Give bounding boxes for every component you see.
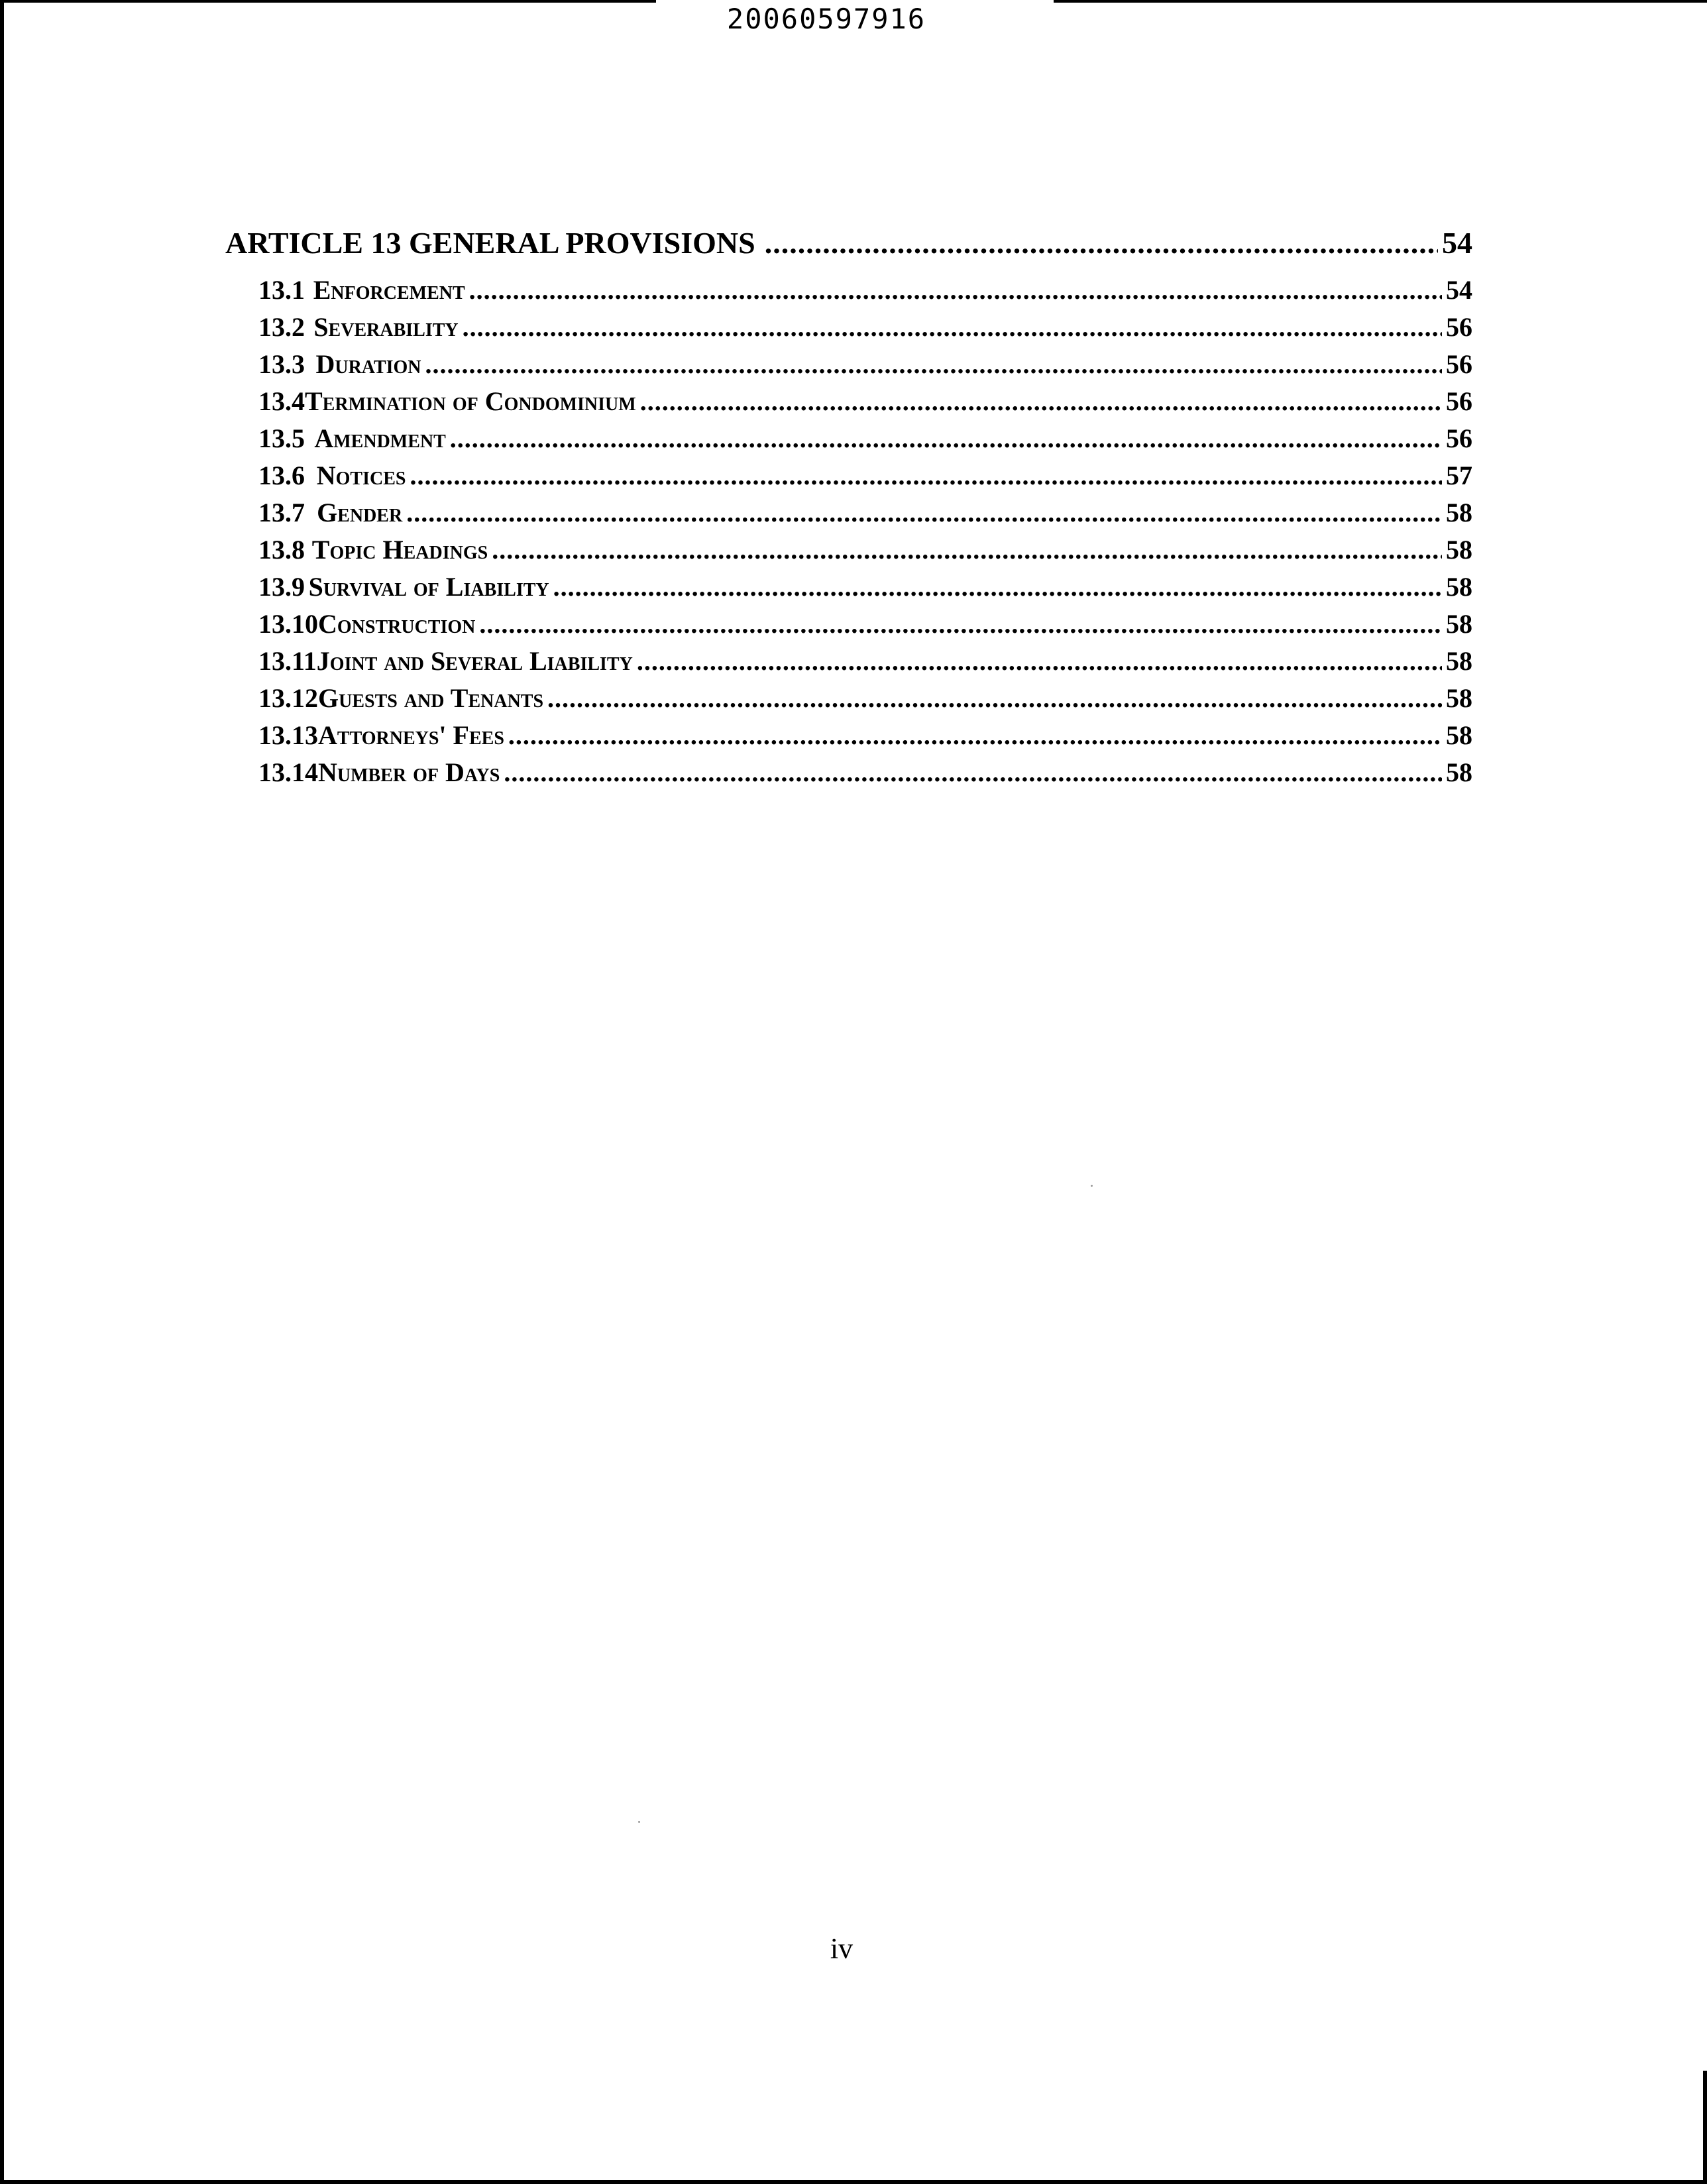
toc-section-number: 13.6	[258, 461, 305, 490]
page-number: iv	[830, 1932, 853, 1965]
toc-section-title: Notices	[316, 461, 406, 490]
toc-section-page: 56	[1446, 349, 1472, 379]
toc-leader-dots	[410, 460, 1442, 491]
toc-section-row	[225, 497, 1472, 534]
toc-leader-dots	[640, 386, 1442, 417]
toc-leader-dots	[406, 497, 1442, 528]
toc-section-page: 58	[1446, 609, 1472, 639]
toc-section-title: Topic Headings	[311, 535, 488, 565]
toc-article-page: 54	[1442, 226, 1472, 260]
toc-section-page: 56	[1446, 312, 1472, 342]
document-id: 20060597916	[726, 3, 926, 35]
toc-section-page: 58	[1446, 498, 1472, 527]
toc-article-row	[225, 225, 1472, 270]
toc-section-page: 58	[1446, 535, 1472, 565]
toc-leader-dots	[504, 757, 1442, 788]
scan-edge-left	[0, 0, 4, 2184]
toc-leader-dots	[469, 274, 1442, 305]
toc-leader-dots	[450, 423, 1442, 454]
toc-section-title: Attorneys' Fees	[318, 720, 504, 750]
toc-section-list	[225, 274, 1472, 794]
toc-section-row	[225, 682, 1472, 720]
toc-section-number: 13.13	[258, 720, 318, 750]
toc-article-label: ARTICLE 13 GENERAL PROVISIONS	[225, 226, 755, 260]
toc-section-number: 13.3	[258, 349, 305, 379]
toc-section-number: 13.1	[258, 275, 305, 305]
toc-section-row	[225, 274, 1472, 311]
toc-section-row	[225, 386, 1472, 423]
toc-section-page: 58	[1446, 720, 1472, 750]
toc-section-title: Duration	[315, 349, 421, 379]
toc-leader-dots	[637, 645, 1442, 677]
toc-section-title: Enforcement	[313, 275, 465, 305]
toc-section-number: 13.14	[258, 757, 318, 787]
toc-section-title: Survival of Liability	[308, 572, 549, 602]
toc-leader-dots	[492, 534, 1442, 565]
toc-leader-dots	[463, 311, 1442, 343]
toc-section-row	[225, 608, 1472, 645]
toc-section-page: 58	[1446, 646, 1472, 676]
toc-section-number: 13.7	[258, 498, 305, 527]
scan-edge-right	[1703, 2071, 1707, 2184]
toc-section-page: 58	[1446, 683, 1472, 713]
toc-section-page: 58	[1446, 572, 1472, 602]
toc-section-row	[225, 645, 1472, 682]
toc-section-number: 13.12	[258, 683, 318, 713]
toc-leader-dots	[765, 225, 1438, 260]
toc-section-row	[225, 349, 1472, 386]
toc-section-title: Termination of Condominium	[305, 386, 636, 416]
toc-section-title: Severability	[313, 312, 459, 342]
toc-leader-dots	[553, 571, 1442, 602]
toc-section-title: Gender	[317, 498, 403, 527]
toc-leader-dots	[547, 682, 1442, 714]
toc-leader-dots	[479, 608, 1442, 639]
table-of-contents	[225, 225, 1472, 794]
toc-leader-dots	[425, 349, 1442, 380]
scan-edge-bottom	[0, 2180, 1707, 2184]
toc-section-number: 13.8	[258, 535, 305, 565]
toc-leader-dots	[508, 720, 1442, 751]
toc-section-title: Joint and Several Liability	[316, 646, 633, 676]
toc-section-number: 13.9	[258, 572, 305, 602]
toc-section-page: 57	[1446, 461, 1472, 490]
scan-speck	[1091, 1185, 1093, 1187]
toc-section-page: 56	[1446, 423, 1472, 453]
toc-section-row	[225, 571, 1472, 608]
toc-section-row	[225, 534, 1472, 571]
toc-section-page: 54	[1446, 275, 1472, 305]
toc-section-title: Construction	[318, 609, 476, 639]
toc-section-page: 58	[1446, 757, 1472, 787]
toc-section-title: Number of Days	[318, 757, 500, 787]
toc-section-number: 13.10	[258, 609, 318, 639]
toc-section-row	[225, 757, 1472, 794]
scan-speck	[638, 1821, 640, 1823]
toc-section-number: 13.2	[258, 312, 305, 342]
toc-section-row	[225, 720, 1472, 757]
toc-section-number: 13.11	[258, 646, 317, 676]
toc-section-row	[225, 460, 1472, 497]
toc-section-title: Guests and Tenants	[318, 683, 544, 713]
toc-section-title: Amendment	[314, 423, 446, 453]
toc-section-number: 13.4	[258, 386, 305, 416]
toc-section-row	[225, 311, 1472, 349]
toc-section-number: 13.5	[258, 423, 305, 453]
toc-section-page: 56	[1446, 386, 1472, 416]
toc-section-row	[225, 423, 1472, 460]
